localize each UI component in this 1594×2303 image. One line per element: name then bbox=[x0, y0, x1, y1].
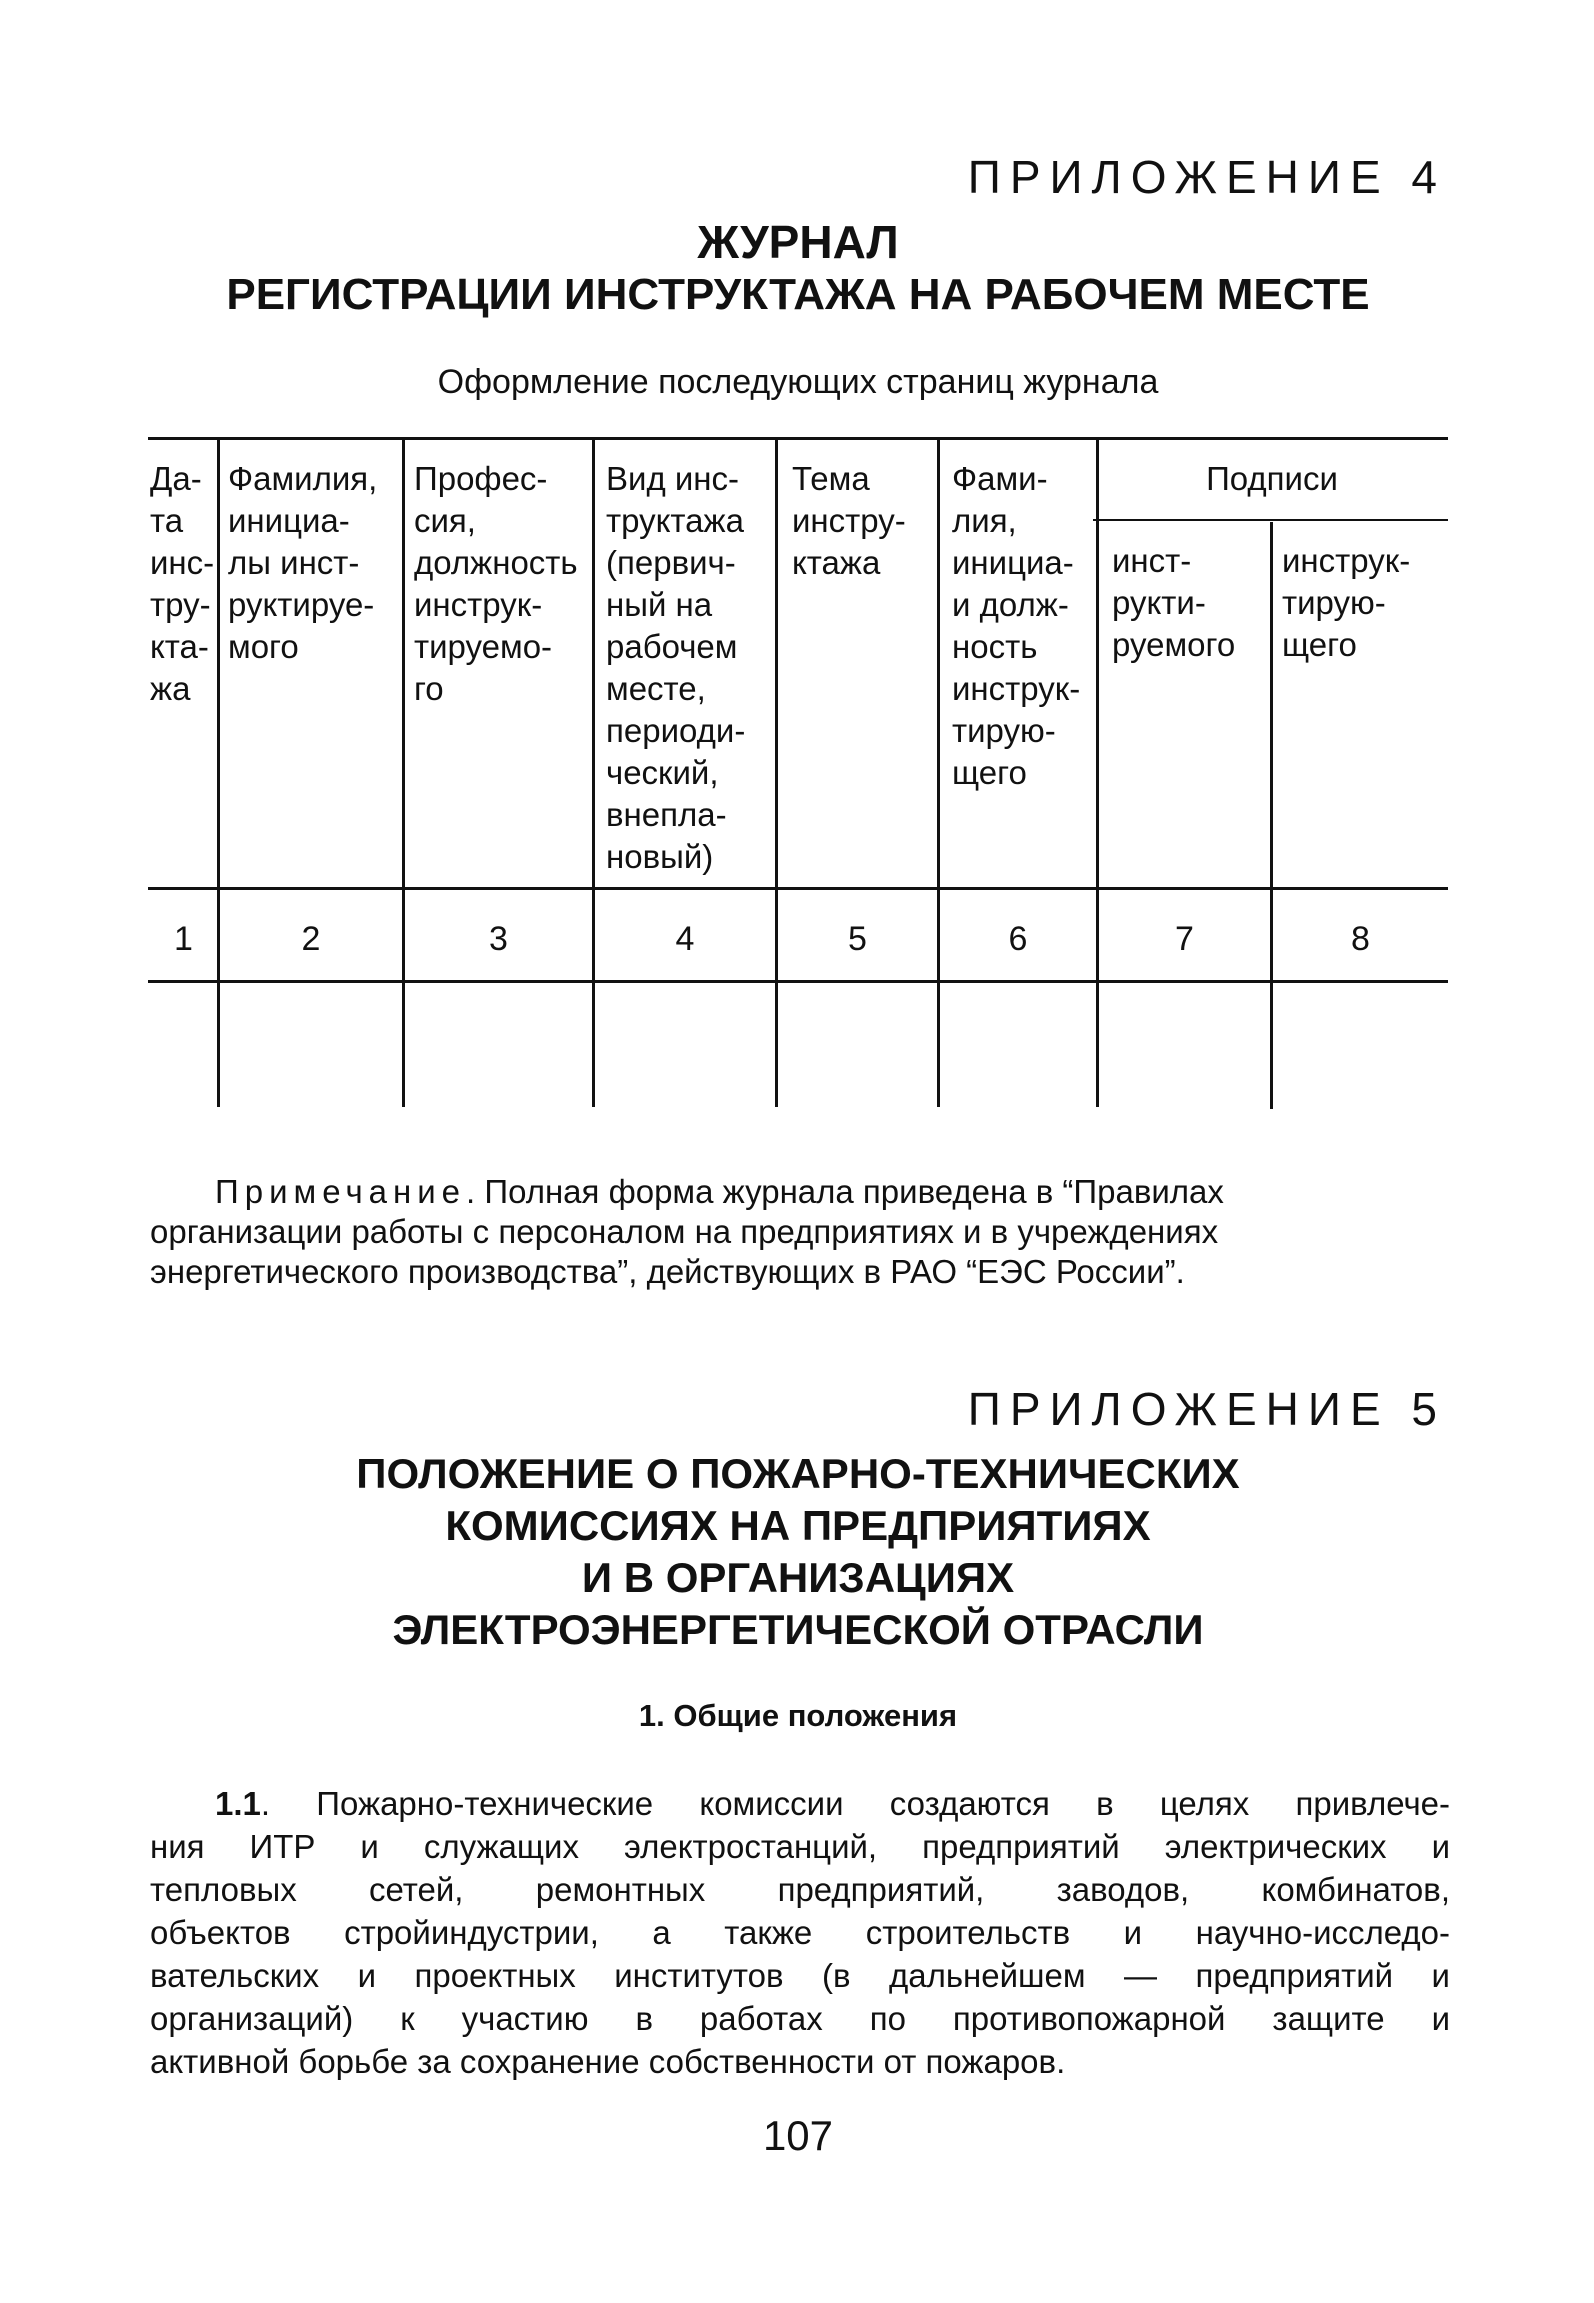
table-header-rule bbox=[148, 887, 1448, 890]
header-instructed-name: Фамилия, инициа- лы инст- руктируе- мого bbox=[228, 460, 378, 665]
appendix-4-label: ПРИЛОЖЕНИЕ 4 bbox=[967, 151, 1446, 203]
column-divider bbox=[775, 437, 778, 1107]
page-number: 107 bbox=[762, 2112, 834, 2159]
column-number: 3 bbox=[489, 920, 508, 958]
header-date: Да- та инс- тру- кта- жа bbox=[150, 460, 215, 707]
journal-title: ЖУРНАЛ bbox=[697, 216, 899, 268]
header-briefing-type: Вид инс- труктажа (первич- ный на рабочем месте, периоди- ческий, внепла- новый) bbox=[606, 460, 746, 875]
signatures-group-rule bbox=[1093, 519, 1448, 521]
header-topic: Тема инстру- ктажа bbox=[792, 460, 906, 581]
header-profession: Профес- сия, должность инструк- тируемо- го bbox=[414, 460, 578, 707]
column-number: 5 bbox=[848, 920, 867, 958]
header-signature-instructor: инструк- тирую- щего bbox=[1282, 542, 1411, 663]
paragraph-number: 1.1 bbox=[215, 1785, 261, 1822]
section-title: 1. Общие положения bbox=[638, 1698, 958, 1733]
table-number-rule bbox=[148, 980, 1448, 983]
journal-subtitle: РЕГИСТРАЦИИ ИНСТРУКТАЖА НА РАБОЧЕМ МЕСТЕ bbox=[226, 270, 1370, 319]
header-instructor-name: Фами- лия, инициа- и долж- ность инструк- тирую- щего bbox=[952, 460, 1081, 791]
column-number: 4 bbox=[675, 920, 695, 958]
column-number: 6 bbox=[1008, 920, 1028, 958]
table-top-rule bbox=[148, 437, 1448, 440]
column-divider bbox=[937, 437, 940, 1107]
column-number: 8 bbox=[1351, 920, 1370, 958]
table-caption: Оформление последующих страниц журнала bbox=[437, 363, 1159, 401]
column-number: 1 bbox=[174, 920, 193, 958]
appendix-5-label: ПРИЛОЖЕНИЕ 5 bbox=[967, 1383, 1446, 1435]
header-signatures: Подписи bbox=[1206, 460, 1338, 497]
column-divider bbox=[1096, 437, 1099, 1107]
column-divider bbox=[217, 437, 220, 1107]
column-divider bbox=[402, 437, 405, 1107]
paragraph-1-1: 1.1. Пожарно-технические комиссии создаются в целях привлече- ния ИТР и служащих электростанций, предприятий электрических и тепловых сетей, ремонтных предприятий, заводов, комбинатов, объектов стройиндустрии, а также строительств и научно-исследо- вательских и проектных институтов (в дальнейшем — предприятий и организаций) к участию в работах по противопожарной защите и активной борьбе за сохранение собственности от пожаров. bbox=[150, 1785, 1450, 2080]
column-number: 7 bbox=[1175, 920, 1194, 958]
column-divider bbox=[1270, 522, 1273, 1109]
regulation-title: ПОЛОЖЕНИЕ О ПОЖАРНО-ТЕХНИЧЕСКИХ КОМИССИЯХ НА ПРЕДПРИЯТИЯХ И В ОРГАНИЗАЦИЯХ ЭЛЕКТРОЭНЕРГЕТИЧЕСКОЙ ОТРАСЛИ bbox=[356, 1450, 1240, 1653]
column-number: 2 bbox=[301, 920, 321, 958]
table-note: Примечание. Полная форма журнала приведена в “Правилах организации работы с персоналом на предприятиях и в учреждениях энергетического производства”, действующих в РАО “ЕЭС России”. bbox=[150, 1173, 1224, 1290]
note-label: Примечание bbox=[215, 1173, 467, 1210]
column-divider bbox=[592, 437, 595, 1107]
header-signature-instructed: инст- рукти- руемого bbox=[1112, 542, 1236, 663]
